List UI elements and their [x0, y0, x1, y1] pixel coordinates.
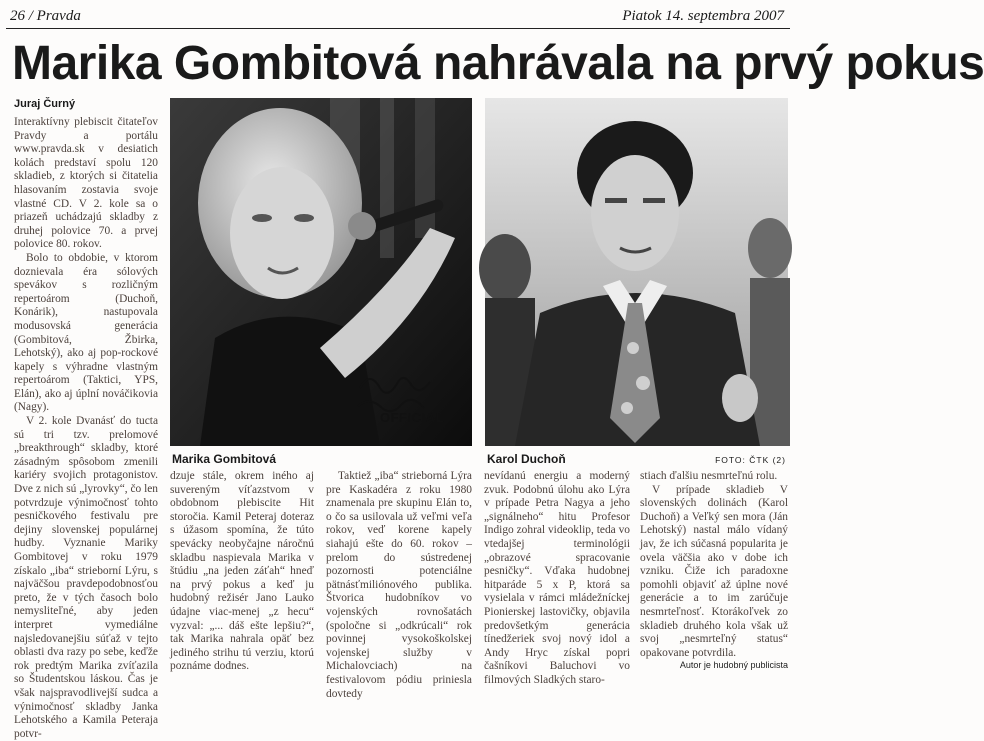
official-stamp: OFFICIAL — [380, 410, 444, 425]
paragraph: V prípade skladieb V slovenských dolinách (Karol Duchoň) a Veľký sen mora (Ján Lehotský) nastal málo vídaný jav, že ich súčasná popularita je ovela väčšia ako v dobe ich vzniku. Čiže ich paradoxne pomohli objaviť až úplne nové generácie a to im zarúčuje nesmrteľnosť. Ktorákoľvek zo skladieb druhého kola však už svoj „nesmrteľný status“ opakovane potvrdila. — [640, 483, 788, 659]
photo-caption-right: Karol Duchoň — [487, 452, 566, 466]
column-4 — [484, 470, 630, 688]
column-1 — [14, 116, 158, 740]
paragraph: stiach ďalšiu nesmrteľnú rolu. — [640, 470, 778, 482]
paragraph: Bolo to obdobie, v ktorom doznievala éra sólových spevákov s rozličným repertoárom (Duchoň, Konárik), nastupovala modusovská generácia (Gombitová, Žbirka, Lehotský), ako aj pop-rockové kapely s výhradne vlastným repertoárom (Taktici, YPS, Elán), ako aj úplní nováčikovia (Nagy). — [14, 251, 158, 414]
column-2 — [170, 470, 314, 674]
column-5 — [640, 470, 788, 660]
photo-marika-gombitova — [170, 98, 472, 446]
paragraph: Interaktívny plebiscit čitateľov Pravdy a portálu www.pravda.sk v desiatich kolách predstaví spolu 120 skladieb, z ktorých si čitatelia hlasovaním zostavia svoje vlastné CD. V 2. kole sa o priazeň uchádzajú skladby z druhej polovice 70. a prvej polovice 80. rokov. — [14, 116, 158, 251]
paragraph: dzuje stále, okrem iného aj suvereným víťazstvom v obdobnom plebiscite Hit storočia. Kamil Peteraj doteraz s úžasom spomína, že túto spevácky neobyčajne náročnú skladbu naspievala Marika v štúdiu „na jeden záťah“ hneď na prvý pokus a keď ju hudobný režisér Jano Lauko údajne viac-menej „z hecu“ vyzval: „... dáš ešte lepšiu?“, tak Marika nahrala opäť bez jediného strihu tú verziu, ktorú poznáme dodnes. — [170, 470, 314, 673]
paragraph: nevídanú energiu a moderný zvuk. Podobnú úlohu ako Lýra v prípade Petra Nagya a jeho „signálneho“ hitu Profesor Indigo zohral videoklip, teda vo vtedajšej terminológii „obrazové spracovanie pesničky“. Vďaka hudobnej hitparáde 5 x P, ktorá sa vysielala v rámci mládežníckej Pionierskej lastovičky, objavila predovšetkým generácia tínedžeriek svoj nový idol a Andy Hryc získal popri čašníkovi Baluchovi vo filmových Sladkých staro- — [484, 470, 630, 686]
paragraph: V 2. kole Dvanásť do tucta sú tri tzv. prelomové „breakthrough“ skladby, ktoré zásadným spôsobom zmenili kariéry svojich protagonistov. Dve z nich sú „lyrovky“, čo len potvrdzuje výnimočnosť tohto pesničkového festivalu pre dejiny slovenskej populárnej hudby. Vyznanie Mariky Gombitovej v roku 1979 získalo „iba“ strieborní Lýru, s najväčšou pravdepodobnosťou preto, že v tých časoch bolo nemysliteľné, aby jeden interpret vymediálne najsledovanejšiu súťaž v tejto oblasti dva razy po sebe, keďže rok predtým Marika zvíťazila so Študentskou láskou. Čas je však najspravodlivejší sudca a výnimočnosť skladby Janka Lehotského a Kamila Peteraja potvr- — [14, 415, 158, 740]
photo-karol-duchon — [485, 98, 788, 446]
page-number: 26 / Pravda — [10, 8, 81, 24]
photo-caption-left: Marika Gombitová — [172, 452, 277, 466]
photo-illustration — [170, 98, 472, 446]
column-3 — [326, 470, 472, 701]
page-header — [6, 4, 790, 29]
byline: Juraj Čurný — [14, 98, 76, 110]
headline: Marika Gombitová nahrávala na prvý pokus — [12, 37, 984, 90]
author-note: Autor je hudobný publicista — [679, 660, 788, 670]
photo-illustration — [485, 98, 788, 446]
issue-date: Piatok 14. septembra 2007 — [622, 8, 784, 24]
photo-credit: FOTO: ČTK (2) — [715, 455, 786, 465]
paragraph: Taktiež „iba“ strieborná Lýra pre Kaskadéra z roku 1980 znamenala pre skupinu Elán to, o čo sa usilovala už veľmi veľa rokov, veď korene kapely siahajú ešte do 60. rokov – prelom do sústredenej pozornosti potenciálne pätnásťmiliónového publika. Štvorica hudobníkov vo vojenských rovnošatách (spoločne si „odkrúcali“ rok povinnej vysokoškolskej vojenskej služby v Michalovciach) na festivalovom pódiu priniesla dovtedy — [326, 470, 472, 700]
